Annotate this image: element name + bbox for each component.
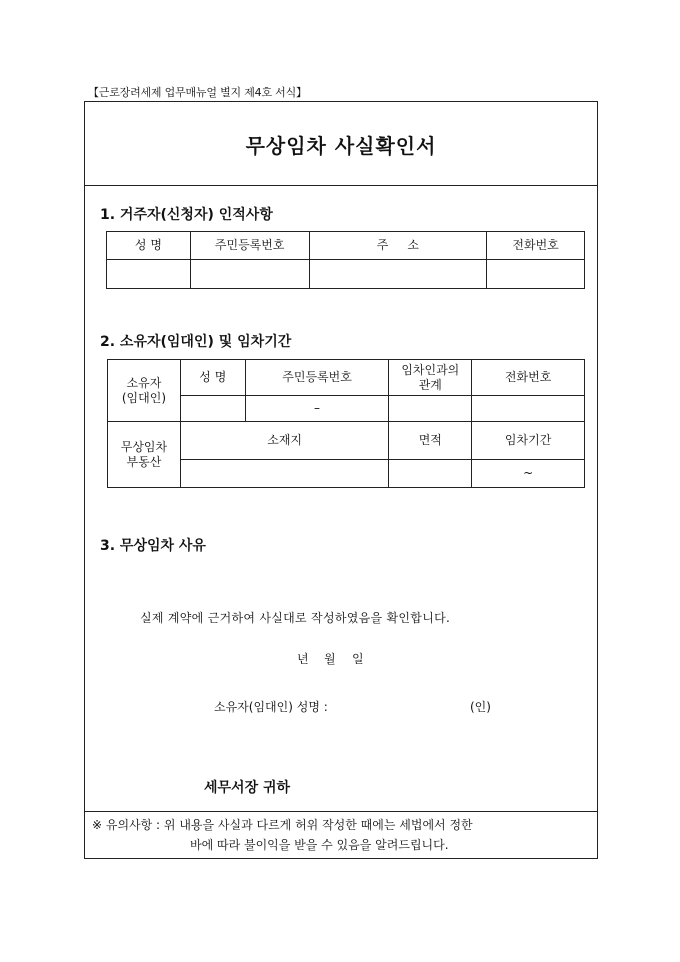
property-col-location: 소재지: [180, 422, 389, 460]
property-col-area: 면적: [389, 422, 472, 460]
title-divider: [84, 185, 598, 186]
notice-divider: [84, 811, 598, 812]
owner-relation-field[interactable]: [389, 396, 472, 422]
signature-seal: (인): [470, 700, 491, 714]
owner-header-row: [108, 360, 585, 396]
owner-label-line2: (임대인): [121, 390, 166, 405]
property-header-row: [108, 422, 585, 460]
property-col-period: 임차기간: [472, 422, 585, 460]
confirm-statement: 실제 계약에 근거하여 사실대로 작성하였음을 확인합니다.: [140, 611, 451, 625]
property-area-field[interactable]: [389, 460, 472, 488]
form-title: 무상임차 사실확인서: [245, 134, 437, 158]
col-phone: 전화번호: [487, 232, 585, 260]
addressee: 세무서장 귀하: [204, 780, 291, 796]
owner-info-table: [107, 359, 585, 488]
col-address: 주 소: [309, 232, 487, 260]
resident-address-field[interactable]: [309, 260, 487, 289]
owner-col-relation-line2: 관계: [418, 377, 442, 392]
notice-line1: ※ 유의사항 : 위 내용을 사실과 다르게 허위 작성한 때에는 세법에서 정한: [92, 818, 473, 832]
resident-input-row: [107, 260, 585, 289]
signature-label: 소유자(임대인) 성명 :: [214, 700, 328, 714]
owner-phone-field[interactable]: [472, 396, 585, 422]
owner-col-rrn: 주민등록번호: [245, 360, 389, 396]
owner-col-phone: 전화번호: [472, 360, 585, 396]
period-tilde: ~: [523, 466, 534, 480]
property-label-line2: 부동산: [126, 454, 162, 469]
resident-phone-field[interactable]: [487, 260, 585, 289]
notice-line2: 바에 따라 불이익을 받을 수 있음을 알려드립니다.: [190, 838, 449, 852]
property-label-cell: [108, 422, 181, 488]
notice-block: [92, 815, 592, 855]
section1-heading: 1. 거주자(신청자) 인적사항: [100, 207, 273, 223]
property-location-field[interactable]: [180, 460, 389, 488]
owner-label-cell: [108, 360, 181, 422]
owner-label-line1: 소유자: [126, 375, 162, 390]
owner-col-relation-line1: 임차인과의: [401, 362, 460, 377]
property-label-line1: 무상임차: [120, 439, 168, 454]
date-day: 일: [352, 652, 364, 666]
rrn-dash: –: [314, 401, 321, 415]
resident-name-field[interactable]: [107, 260, 191, 289]
date-year: 년: [297, 652, 309, 666]
date-month: 월: [324, 652, 336, 666]
resident-info-table: [106, 231, 585, 289]
col-name: 성 명: [107, 232, 191, 260]
form-caption: 【근로장려세제 업무매뉴얼 별지 제4호 서식】: [88, 86, 307, 99]
resident-rrn-field[interactable]: [190, 260, 309, 289]
owner-name-field[interactable]: [180, 396, 245, 422]
resident-header-row: [107, 232, 585, 260]
section3-heading: 3. 무상임차 사유: [100, 538, 206, 554]
owner-rrn-field[interactable]: [245, 396, 389, 422]
section2-heading: 2. 소유자(임대인) 및 임차기간: [100, 334, 292, 350]
owner-col-relation: [389, 360, 472, 396]
owner-col-name: 성 명: [180, 360, 245, 396]
property-period-field[interactable]: [472, 460, 585, 488]
col-rrn: 주민등록번호: [190, 232, 309, 260]
